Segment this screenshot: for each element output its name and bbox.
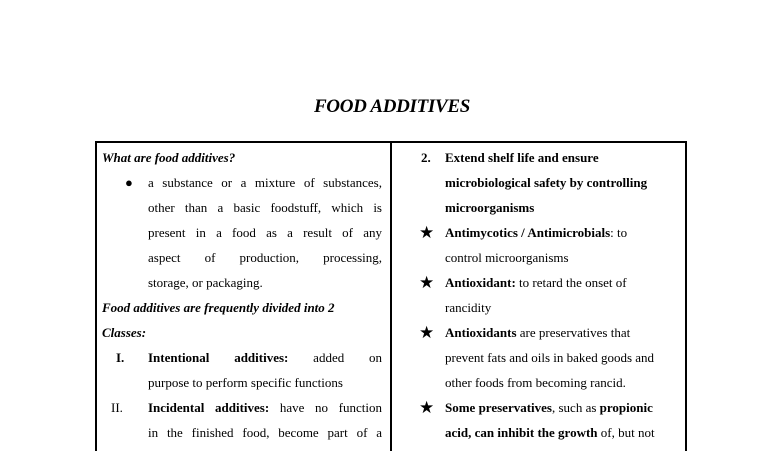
definition-line: other than a basic foodstuff, which is <box>148 200 382 215</box>
bullet-antioxidants <box>445 325 630 341</box>
bullet-dot-icon: ● <box>125 175 133 190</box>
item-number: II. <box>111 400 123 415</box>
description: are preservatives that <box>516 325 631 340</box>
bullet-antioxidant <box>445 275 627 291</box>
item-incidental-cont: in the finished food, become part of a <box>148 425 382 440</box>
star-bullet-icon: ★ <box>419 323 435 343</box>
term: Incidental additives: <box>148 400 270 415</box>
classes-intro: Food additives are frequently divided into 2 <box>102 300 335 315</box>
bullet-antioxidants-cont: other foods from becoming rancid. <box>445 375 626 390</box>
description: , such as <box>551 400 600 415</box>
definition-line: aspect of production, processing, <box>148 250 382 265</box>
bullet-antioxidants-cont: prevent fats and oils in baked goods and <box>445 350 655 365</box>
star-bullet-icon: ★ <box>419 223 435 243</box>
section-heading-cont: microorganisms <box>445 200 535 215</box>
bullet-antioxidant-cont: rancidity <box>445 300 492 315</box>
description: of, but not <box>597 425 655 440</box>
term: acid, can inhibit the growth <box>445 425 598 440</box>
description: have no function <box>279 400 382 415</box>
term: propionic <box>599 400 653 415</box>
column-divider <box>390 141 392 451</box>
item-incidental <box>148 400 382 416</box>
section-heading-cont: microbiological safety by controlling <box>445 175 648 190</box>
document-title: FOOD ADDITIVES <box>313 96 471 117</box>
term: Some preservatives <box>445 400 552 415</box>
definition-line: storage, or packaging. <box>148 275 263 290</box>
term: Antimycotics / Antimicrobials <box>445 225 611 240</box>
star-bullet-icon: ★ <box>419 398 435 418</box>
bullet-antimycotics-cont: control microorganisms <box>445 250 569 265</box>
question-heading: What are food additives? <box>102 150 236 165</box>
item-number: I. <box>116 350 125 365</box>
classes-intro-cont: Classes: <box>102 325 147 340</box>
term: Antioxidants <box>445 325 517 340</box>
definition-line: present in a food as a result of any <box>148 225 382 240</box>
description: : to <box>610 225 628 240</box>
term: Antioxidant: <box>445 275 516 290</box>
bullet-antimycotics <box>445 225 627 241</box>
bullet-preservatives <box>445 400 653 416</box>
definition-line: a substance or a mixture of substances, <box>148 175 382 190</box>
bullet-preservatives-cont <box>445 425 655 441</box>
section-heading: Extend shelf life and ensure <box>445 150 599 165</box>
item-intentional <box>148 350 382 366</box>
item-intentional-cont: purpose to perform specific functions <box>148 375 343 390</box>
description: to retard the onset of <box>515 275 627 290</box>
term: Intentional additives: <box>148 350 289 365</box>
star-bullet-icon: ★ <box>419 273 435 293</box>
description: added on <box>313 350 383 365</box>
heading-number: 2. <box>421 150 431 165</box>
